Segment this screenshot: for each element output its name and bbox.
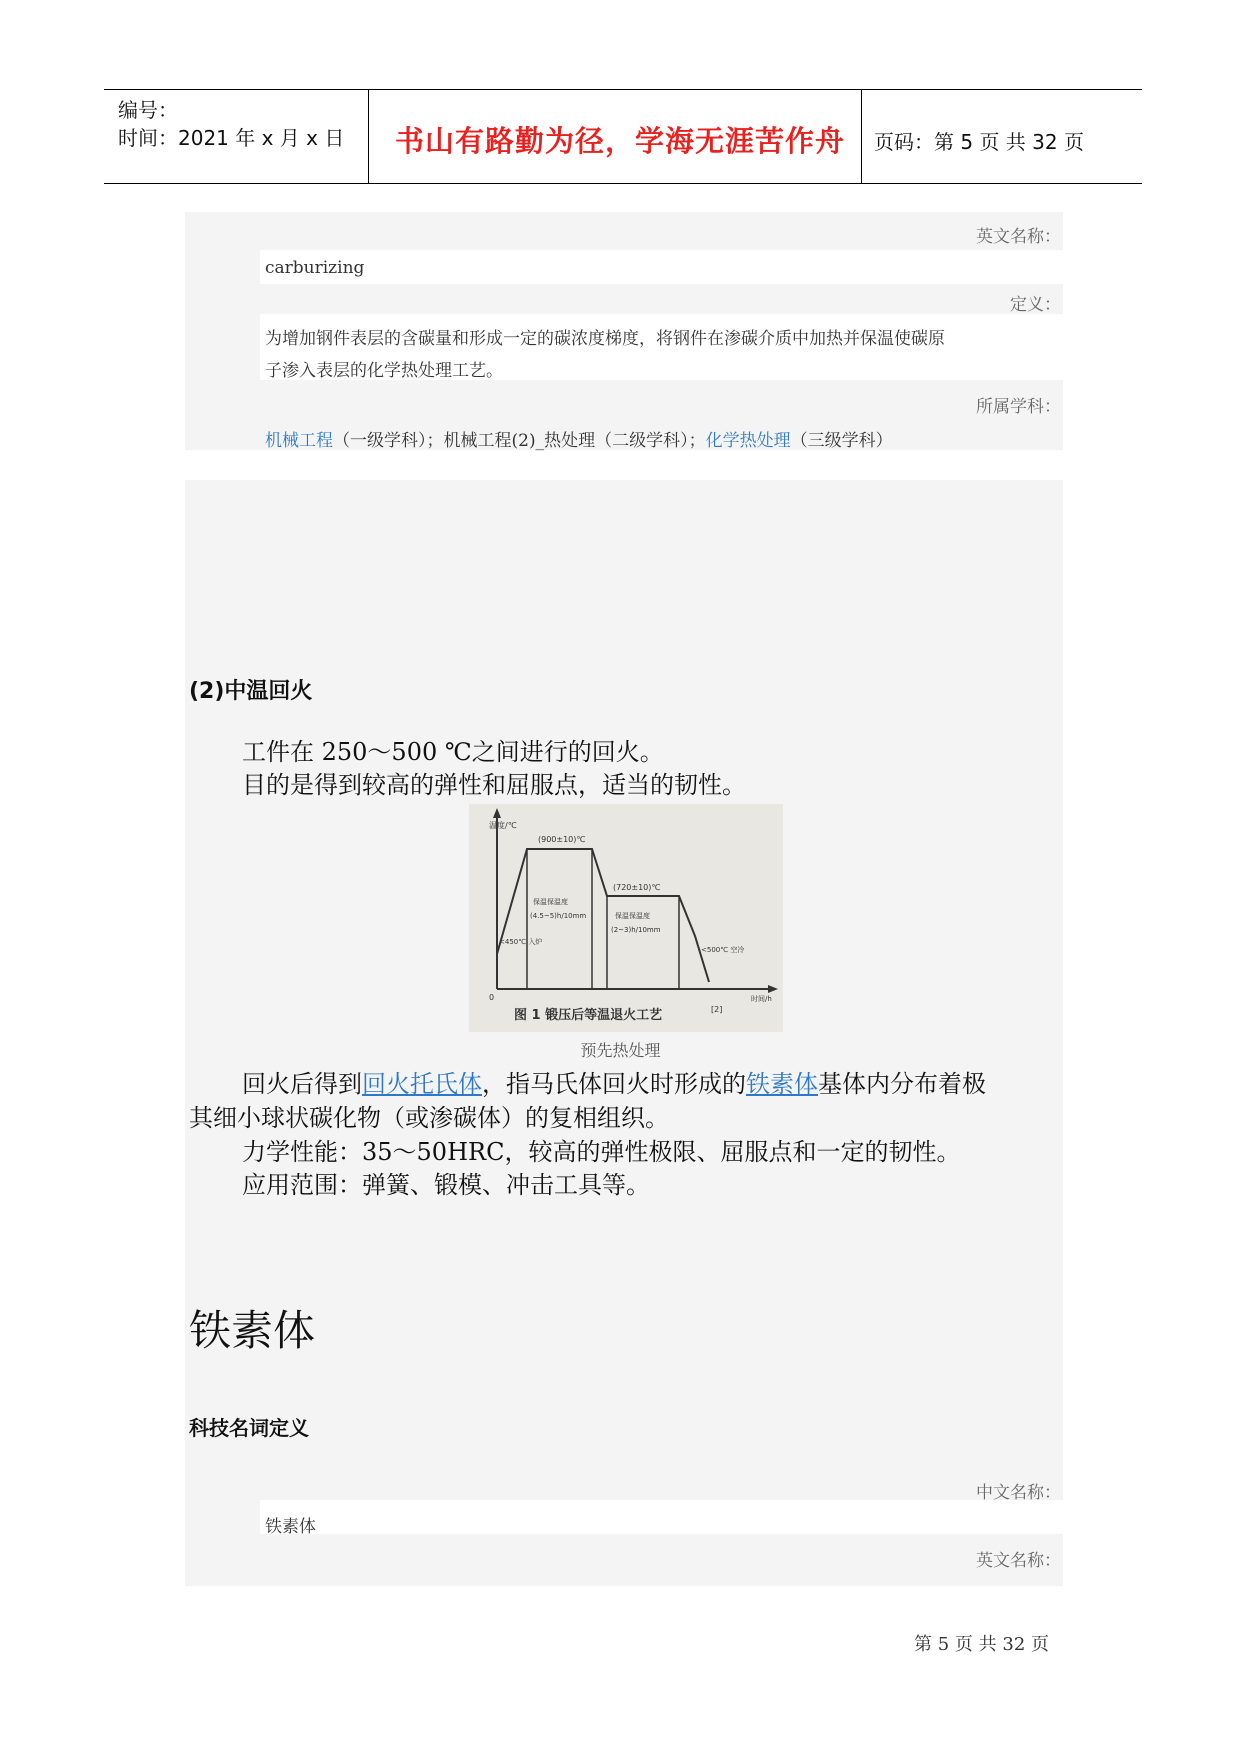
axis-origin: 0 (489, 993, 495, 1002)
label-top-2: (720±10)℃ (613, 883, 661, 892)
axis-y-label: 温度/℃ (489, 821, 517, 830)
annealing-process-diagram (469, 804, 783, 1032)
section-para-1: 工件在 250～500 ℃之间进行的回火。 (242, 738, 664, 766)
subject-link-chemical-heat-treatment[interactable]: 化学热处理 (705, 431, 791, 451)
header-top-rule (104, 89, 1142, 90)
subject-link-mechanical-engineering[interactable]: 机械工程 (265, 431, 333, 451)
label-left: <450℃ 入炉 (499, 938, 543, 946)
entry1-block (185, 380, 1063, 416)
doc-time-label: 时间：2021 年 x 月 x 日 (118, 126, 345, 150)
content-gray-area (185, 480, 1063, 1586)
entry2-subtitle: 科技名词定义 (189, 1416, 309, 1440)
figure-caption: 预先热处理 (580, 1041, 661, 1060)
header-motto: 书山有路勤为径，学海无涯苦作舟 (395, 124, 846, 158)
cn-name-label: 中文名称： (976, 1483, 1061, 1503)
section-para-2: 目的是得到较高的弹性和屈服点，适当的韧性。 (242, 771, 746, 799)
doc-number-label: 编号： (118, 98, 178, 122)
para3-text-a: 回火后得到 (242, 1070, 362, 1098)
header-divider-right (861, 90, 862, 184)
section-para-3 (242, 1067, 986, 1101)
en-name-label: 英文名称： (976, 227, 1061, 247)
entry2-block (185, 1462, 1063, 1500)
axis-x-label: 时间/h (751, 995, 772, 1003)
figure-caption-in-image: 图 1 锻压后等温退火工艺 (514, 1008, 663, 1023)
label-box-1a: 保温保温度 (533, 898, 568, 906)
label-right: <500℃ 空冷 (701, 946, 745, 954)
subject-label: 所属学科： (976, 397, 1061, 417)
entry1-block (185, 284, 1063, 314)
definition-line-1: 为增加钢件表层的含碳量和形成一定的碳浓度梯度，将钢件在渗碳介质中加热并保温使碳原 (265, 329, 945, 349)
en-name-value: carburizing (265, 258, 365, 278)
cn-name-value: 铁素体 (265, 1517, 316, 1537)
entry1-block (185, 212, 1063, 250)
entry2-en-name-label: 英文名称： (976, 1551, 1061, 1571)
entry2-title: 铁素体 (189, 1306, 316, 1355)
header-divider-left (368, 90, 369, 184)
entry1-block (185, 250, 260, 284)
link-tempered-troostite[interactable]: 回火托氏体 (362, 1070, 482, 1098)
header-bottom-rule (104, 183, 1142, 184)
label-box-2a: 保温保温度 (615, 912, 650, 920)
subject-text-1: （一级学科）；机械工程(2)_热处理（二级学科）； (333, 431, 706, 451)
section-title-medium-temper: (2)中温回火 (189, 679, 313, 704)
link-ferrite[interactable]: 铁素体 (746, 1070, 818, 1098)
para3-text-b: ，指马氏体回火时形成的 (482, 1070, 746, 1098)
section-para-4: 力学性能：35～50HRC，较高的弹性极限、屈服点和一定的韧性。 (242, 1138, 961, 1166)
definition-line-2: 子渗入表层的化学热处理工艺。 (265, 361, 503, 381)
process-figure (469, 804, 783, 1032)
label-box-1b: (4.5~5)h/10mm (530, 912, 587, 920)
footer-page-number: 第 5 页 共 32 页 (914, 1634, 1049, 1655)
subject-line (265, 426, 893, 451)
definition-label: 定义： (1010, 295, 1061, 315)
section-para-3-line-2: 其细小球状碳化物（或渗碳体）的复相组织。 (189, 1104, 669, 1132)
page-number-label: 页码：第 5 页 共 32 页 (874, 130, 1084, 154)
figure-caption-ref: [2] (711, 1005, 723, 1014)
label-box-2b: (2~3)h/10mm (611, 926, 661, 934)
entry2-block-white (260, 1500, 1063, 1534)
entry1-block (185, 314, 260, 380)
para3-text-c: 基体内分布着极 (818, 1070, 986, 1098)
label-top-1: (900±10)℃ (538, 835, 586, 844)
subject-text-2: （三级学科） (790, 431, 893, 451)
section-para-5: 应用范围：弹簧、锻模、冲击工具等。 (242, 1171, 650, 1199)
